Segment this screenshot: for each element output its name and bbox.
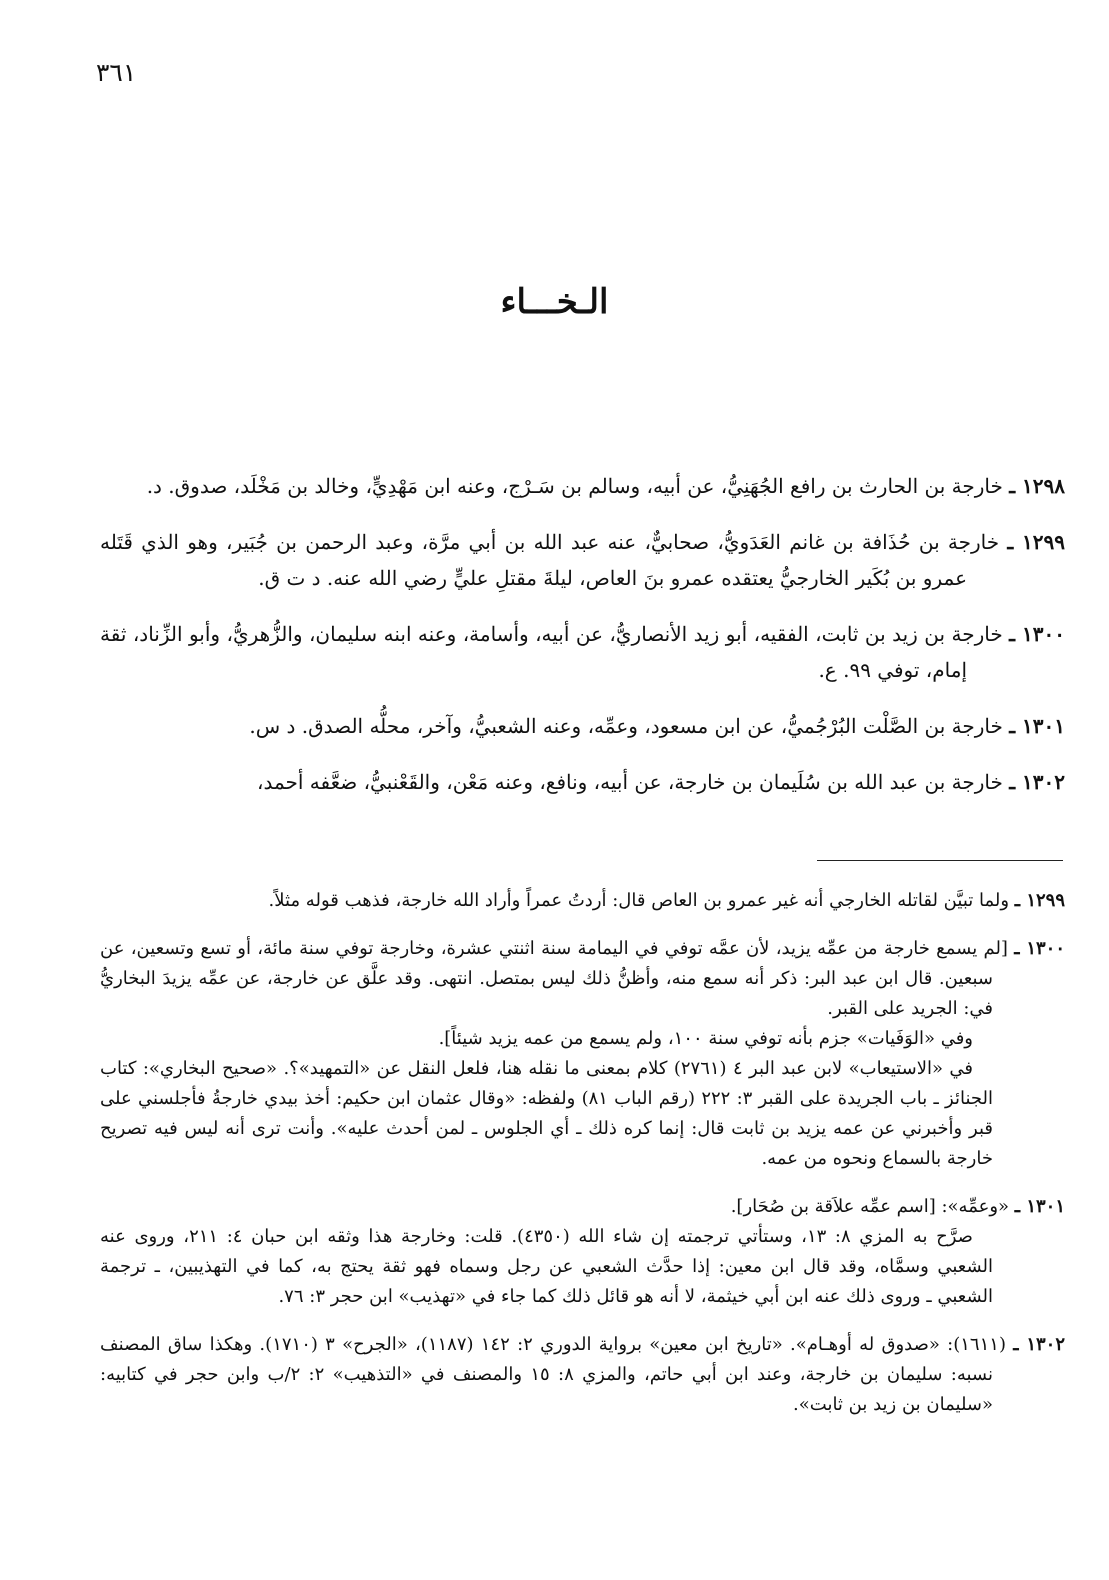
entry-text: خارجة بن الحارث بن رافع الجُهَنِيُّ، عن أبيه، وسالم بن سَـرْج، وعنه ابن مَهْدِيٍّ، وخالد بن مَخْلَد، صدوق. د. (146, 474, 1003, 498)
entry (100, 524, 1065, 596)
footnote-divider (817, 860, 1063, 861)
footnote-text: صرَّح به المزي ٨: ١٣، وستأتي ترجمته إن شاء الله (٤٣٥٠). قلت: وخارجة هذا وثقه ابن حبان ٤: ٢١١، وروى عنه الشعبي وسمَّاه، وقد قال ابن معين: إذا حدَّث الشعبي عن رجل وسماه فهو ثقة يحتج به، كما في التهذيبين، ـ ترجمة الشعبي ـ وروى ذلك عنه ابن أبي خيثمة، لا أنه هو قائل ذلك كما جاء في «تهذيب» ابن حجر ٣: ٧٦. (100, 1226, 993, 1307)
entry-text: خارجة بن الصَّلْت البُرْجُميُّ، عن ابن مسعود، وعمِّه، وعنه الشعبيُّ، وآخر، محلُّه الصدق. د س. (249, 714, 1003, 738)
footnote-text: وفي «الوَفَيات» جزم بأنه توفي سنة ١٠٠، ولم يسمع من عمه يزيد شيئاً]. (438, 1028, 973, 1049)
entry-number: ١٣٠٢ ـ (1009, 770, 1065, 794)
footnote-text: في «الاستيعاب» لابن عبد البر ٤ (٢٧٦١) كلام بمعنى ما نقله هنا، فلعل النقل عن «التمهيد»؟. «صحيح البخاري»: كتاب الجنائز ـ باب الجريدة على القبر ٣: ٢٢٢ (رقم الباب ٨١) ولفظه: «وقال عثمان ابن حكيم: أخذ بيدي خارجةُ فأجلسني على قبر وأخبرني عن عمه يزيد بن ثابت قال: إنما كره ذلك ـ أي الجلوس ـ لمن أحدث عليه». وأنت ترى أنه ليس فيه تصريح خارجة بالسماع ونحوه من عمه. (100, 1058, 994, 1169)
footnote-text: ولما تبيَّن لقاتله الخارجي أنه غير عمرو بن العاص قال: أردتُ عمراً وأراد الله خارجة، فذهب قوله مثلاً. (268, 890, 1010, 911)
entry-number: ١٢٩٩ ـ (1007, 530, 1066, 554)
footnote-text: (١٦١١): «صدوق له أوهـام». «تاريخ ابن معين» برواية الدوري ٢: ١٤٢ (١١٨٧)، «الجرح» ٣ (١٧١٠). وهكذا ساق المصنف نسبه: سليمان بن خارجة، وعند ابن أبي حاتم، والمزي ٨: ١٥ والمصنف في «التذهيب» ٢: ٢/ب وابن حجر في كتابيه: «سليمان بن زيد بن ثابت». (100, 1334, 1006, 1415)
footnote (100, 886, 1065, 916)
page-number: ٣٦١ (96, 58, 137, 87)
entry-text: خارجة بن حُذَافة بن غانم العَدَويُّ، صحابيٌّ، عنه عبد الله بن أبي مرَّة، وعبد الرحمن بن جُبَير، وهو الذي قَتَله عمرو بن بُكَير الخارجيُّ يعتقده عمرو بنَ العاص، ليلةَ مقتلِ عليٍّ رضي الله عنه. د ت ق. (100, 530, 1000, 590)
chapter-title: الـخـــاء (500, 282, 609, 322)
footnote (100, 1330, 1065, 1420)
footnote (100, 1192, 1065, 1312)
entry-text: خارجة بن زيد بن ثابت، الفقيه، أبو زيد الأنصاريُّ، عن أبيه، وأسامة، وعنه ابنه سليمان، والزُّهريُّ، وأبو الزِّناد، ثقة إمام، توفي ٩٩. ع. (100, 622, 1003, 682)
footnote-text: [لم يسمع خارجة من عمِّه يزيد، لأن عمَّه توفي في اليمامة سنة اثنتي عشرة، وخارجة توفي سنة مائة، أو تسع وتسعين، عن سبعين. قال ابن عبد البر: ذكر أنه سمع منه، وأظنُّ ذلك ليس بمتصل. انتهى. وقد علَّق عن خارجة، عن عمِّه يزيدَ البخاريُّ في: الجريد على القبر. (100, 938, 1008, 1019)
footnote-number: ١٣٠٠ ـ (1014, 938, 1065, 959)
footnote (100, 934, 1065, 1174)
entry (100, 708, 1065, 744)
footnote-number: ١٣٠٢ ـ (1013, 1334, 1065, 1355)
entry-number: ١٣٠١ ـ (1009, 714, 1065, 738)
footnote-number: ١٣٠١ ـ (1014, 1196, 1065, 1217)
entry-text: خارجة بن عبد الله بن سُلَيمان بن خارجة، عن أبيه، ونافع، وعنه مَعْن، والقَعْنبيُّ، ضعَّفه أحمد، (256, 770, 1003, 794)
entry-number: ١٣٠٠ ـ (1009, 622, 1066, 646)
entries-list (100, 448, 1065, 808)
entry (100, 764, 1065, 800)
entry (100, 616, 1065, 688)
footnotes (100, 868, 1065, 1422)
footnote-text: «وعمِّه»: [اسم عمِّه علاَقة بن صُحَار]. (730, 1196, 1010, 1217)
entry (100, 468, 1065, 504)
footnote-number: ١٢٩٩ ـ (1014, 890, 1065, 911)
entry-number: ١٢٩٨ ـ (1009, 474, 1065, 498)
